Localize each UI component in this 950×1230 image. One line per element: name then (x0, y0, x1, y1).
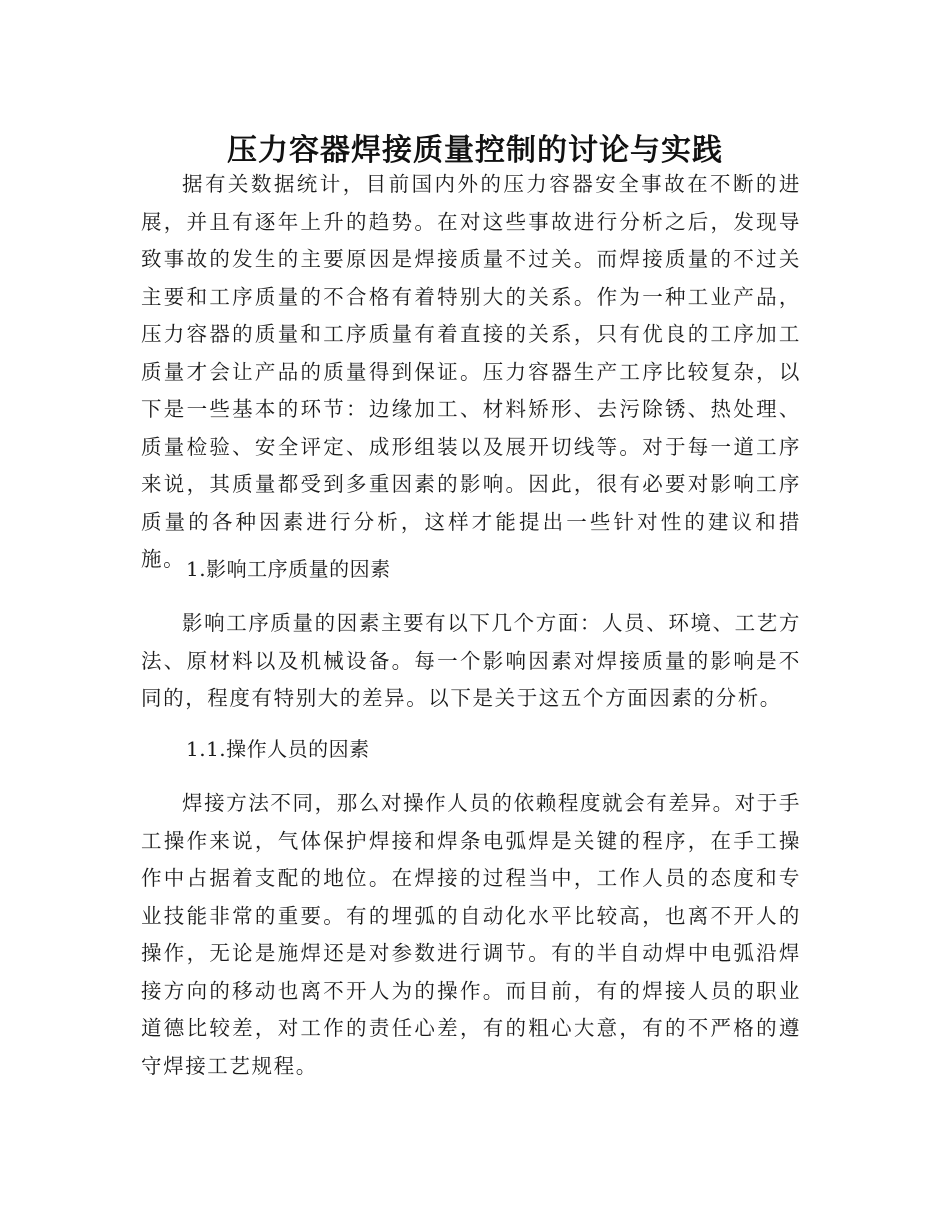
section-1-paragraph: 影响工序质量的因素主要有以下几个方面：人员、环境、工艺方法、原材料以及机械设备。每一个影响因素对焊接质量的影响是不同的，程度有特别大的差异。以下是关于这五个方面因素的分析。 (141, 611, 801, 710)
section-heading-1: 1.影响工序质量的因素 (186, 557, 391, 581)
section-1-1-paragraph: 焊接方法不同，那么对操作人员的依赖程度就会有差异。对于手工操作来说，气体保护焊接和焊条电弧焊是关键的程序，在手工操作中占据着支配的地位。在焊接的过程当中，工作人员的态度和专业技能非常的重要。有的埋弧的自动化水平比较高，也离不开人的操作，无论是施焊还是对参数进行调节。有的半自动焊中电弧沿焊接方向的移动也离不开人为的操作。而目前，有的焊接人员的职业道德比较差，对工作的责任心差，有的粗心大意，有的不严格的遵守焊接工艺规程。 (141, 791, 801, 1078)
document-title: 压力容器焊接质量控制的讨论与实践 (227, 133, 723, 169)
section-heading-1-1: 1.1.操作人员的因素 (186, 737, 370, 761)
intro-paragraph: 据有关数据统计，目前国内外的压力容器安全事故在不断的进展，并且有逐年上升的趋势。在对这些事故进行分析之后，发现导致事故的发生的主要原因是焊接质量不过关。而焊接质量的不过关主要和工序质量的不合格有着特别大的关系。作为一种工业产品，压力容器的质量和工序质量有着直接的关系，只有优良的工序加工质量才会让产品的质量得到保证。压力容器生产工序比较复杂，以下是一些基本的环节：边缘加工、材料矫形、去污除锈、热处理、质量检验、安全评定、成形组装以及展开切线等。对于每一道工序来说，其质量都受到多重因素的影响。因此，很有必要对影响工序质量的各种因素进行分析，这样才能提出一些针对性的建议和措施。 (141, 172, 801, 571)
